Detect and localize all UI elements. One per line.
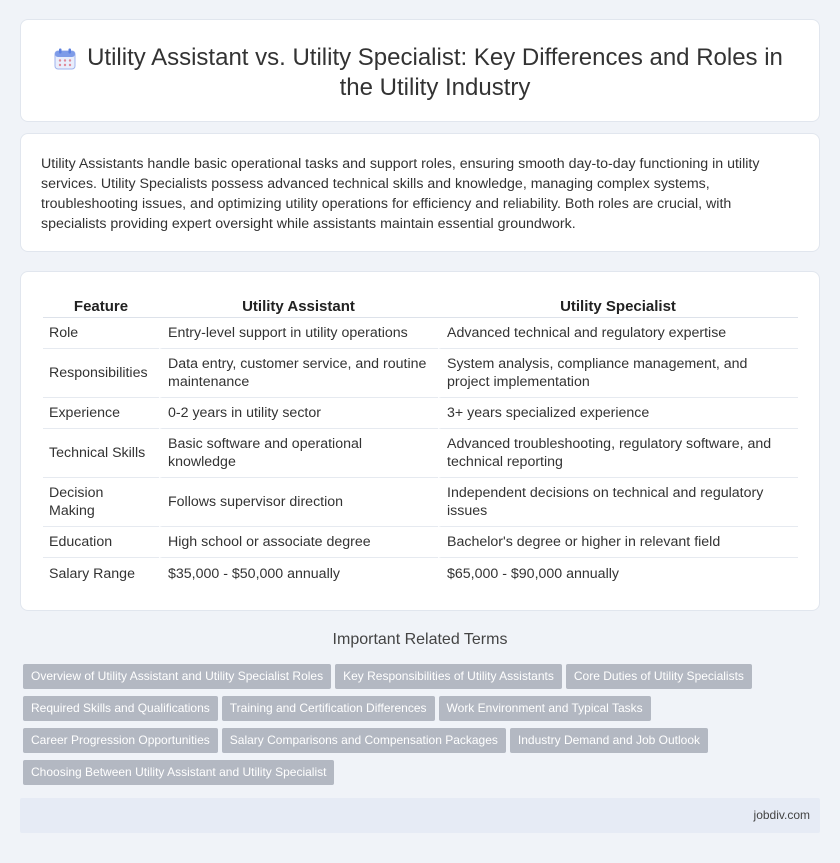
- specialist-cell: Advanced technical and regulatory expertise: [438, 318, 798, 349]
- tag-required-skills[interactable]: Required Skills and Qualifications: [23, 696, 218, 721]
- related-tags: [23, 664, 803, 792]
- page-title: Utility Assistant vs. Utility Specialist: Key Differences and Roles in the Utility Industry: [87, 44, 783, 101]
- feature-cell: Responsibilities: [43, 349, 159, 398]
- tag-overview-roles[interactable]: Overview of Utility Assistant and Utility Specialist Roles: [23, 664, 331, 689]
- assistant-cell: High school or associate degree: [159, 527, 438, 558]
- feature-cell: Decision Making: [43, 478, 159, 527]
- table-row: [43, 398, 798, 429]
- feature-cell: Salary Range: [49, 565, 135, 582]
- table-row: [43, 429, 798, 478]
- table-header-row: [43, 294, 798, 318]
- related-terms-heading: Important Related Terms: [332, 631, 508, 648]
- table-row: [43, 478, 798, 527]
- tag-career-progression[interactable]: Career Progression Opportunities: [23, 728, 218, 753]
- header-card: [20, 19, 820, 122]
- comparison-card: [20, 271, 820, 611]
- table-row: [43, 527, 798, 558]
- feature-cell: Technical Skills: [43, 429, 159, 478]
- intro-paragraph: Utility Assistants handle basic operational tasks and support roles, ensuring smooth day-to-day functioning in utility services. Utility Specialists possess advanced technical skills and knowledge, managing complex systems, troubleshooting issues, and optimizing utility operations for efficiency and reliability. Both roles are crucial, with specialists providing expert oversight while assistants maintain essential groundwork.: [41, 156, 760, 232]
- tag-core-duties[interactable]: Core Duties of Utility Specialists: [566, 664, 752, 689]
- specialist-cell: Bachelor's degree or higher in relevant field: [438, 527, 798, 558]
- assistant-cell: Entry-level support in utility operations: [159, 318, 438, 349]
- header-utility-assistant: Utility Assistant: [159, 294, 438, 318]
- header-utility-specialist: Utility Specialist: [438, 294, 798, 318]
- tag-work-environment[interactable]: Work Environment and Typical Tasks: [439, 696, 651, 721]
- specialist-cell: 3+ years specialized experience: [438, 398, 798, 429]
- feature-cell: Education: [43, 527, 159, 558]
- tag-training-certification[interactable]: Training and Certification Differences: [222, 696, 435, 721]
- header-feature: Feature: [43, 294, 159, 318]
- tag-choosing-between[interactable]: Choosing Between Utility Assistant and Utility Specialist: [23, 760, 334, 785]
- footer: [20, 798, 820, 833]
- footer-site-link[interactable]: jobdiv.com: [753, 808, 810, 822]
- specialist-cell: System analysis, compliance management, and project implementation: [438, 349, 798, 398]
- table-row: [43, 349, 798, 398]
- assistant-cell: $35,000 - $50,000 annually: [159, 558, 438, 589]
- tag-salary-comparisons[interactable]: Salary Comparisons and Compensation Packages: [222, 728, 506, 753]
- feature-cell: Role: [43, 318, 159, 349]
- tag-key-responsibilities[interactable]: Key Responsibilities of Utility Assistants: [335, 664, 562, 689]
- specialist-cell: Advanced troubleshooting, regulatory software, and technical reporting: [438, 429, 798, 478]
- assistant-cell: Data entry, customer service, and routine maintenance: [159, 349, 438, 398]
- table-row: [43, 558, 798, 589]
- tag-industry-demand[interactable]: Industry Demand and Job Outlook: [510, 728, 708, 753]
- table-row: [43, 318, 798, 349]
- specialist-cell: Independent decisions on technical and regulatory issues: [438, 478, 798, 527]
- specialist-cell: $65,000 - $90,000 annually: [438, 558, 798, 589]
- feature-cell: Experience: [43, 398, 159, 429]
- assistant-cell: Basic software and operational knowledge: [159, 429, 438, 478]
- assistant-cell: Follows supervisor direction: [159, 478, 438, 527]
- assistant-cell: 0-2 years in utility sector: [159, 398, 438, 429]
- comparison-table: [43, 294, 798, 589]
- intro-card: [20, 133, 820, 252]
